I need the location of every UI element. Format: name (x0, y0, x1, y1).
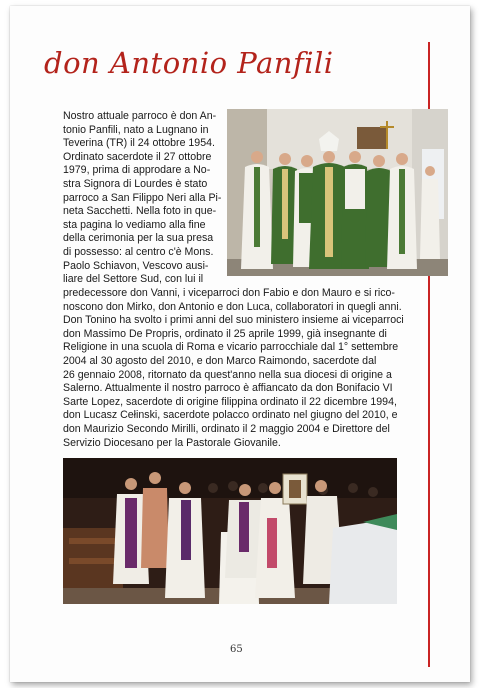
photo-procession (63, 458, 397, 604)
intro-line: Teverina (TR) il 24 ottobre 1954. (63, 137, 215, 150)
body-line: Servizio Diocesano per la Pastorale Giovanile. (63, 436, 281, 449)
intro-line: Nostro attuale parroco è don An- (63, 110, 217, 122)
intro-line: di possesso: al centro c'è Mons. (63, 245, 214, 258)
intro-line: parroco a San Filippo Neri alla Pi- (63, 191, 222, 204)
photo-priests-illustration (227, 109, 448, 276)
body-line: 2004 al 30 agosto del 2010, e don Marco Raimondo, sacerdote dal (63, 354, 377, 367)
body-line: don Maurizio Secondo Mirilli, ordinato il 2 maggio 2004 e Direttore del (63, 422, 390, 435)
body-line: don Lucasz Cełinski, sacerdote polacco ordinato nel giugno del 2010, e (63, 409, 398, 422)
intro-line: stra Signora di Lourdes è stato (63, 177, 208, 190)
page-number: 65 (230, 644, 243, 655)
intro-line: tonio Panfili, nato a Lugnano in (63, 123, 209, 136)
photo-procession-illustration (63, 458, 397, 604)
body-line: Salerno. Attualmente il nostro parroco è affiancato da don Bonifacio VI (63, 382, 393, 395)
body-line: 26 gennaio 2008, ritornato da quest'anno nella sua diocesi di origine a (63, 368, 392, 381)
body-line: Sarte Lopez, sacerdote di origine filippina ordinato il 22 dicembre 1994, (63, 395, 397, 408)
body-line: don Massimo De Propris, ordinato il 25 aprile 1999, già insegnante di (63, 327, 387, 340)
article-intro (63, 110, 223, 287)
intro-line: liare del Settore Sud, con lui il (63, 273, 204, 286)
body-line: noscono don Mirko, don Antonio e don Luca, collaboratori in quegli anni. (63, 300, 402, 313)
body-line: Religione in una scuola di Roma e vicario parrocchiale dal 1° settembre (63, 341, 399, 354)
page-title: don Antonio Panfili (44, 46, 334, 80)
intro-line: neta Sacchetti. Nella foto in que- (63, 205, 217, 218)
body-line: Don Tonino ha svolto i primi anni del suo ministero insieme ai viceparroci (63, 314, 404, 327)
photo-priests-group (227, 109, 448, 276)
intro-line: Paolo Schiavon, Vescovo ausi- (63, 259, 209, 272)
article-body (63, 287, 403, 450)
intro-line: della cerimonia per la sua presa (63, 232, 214, 245)
intro-line: 1979, prima di approdare a No- (63, 164, 211, 177)
intro-line: Ordinato sacerdote il 27 ottobre (63, 150, 212, 163)
intro-line: sta pagina lo vediamo alla fine (63, 218, 206, 231)
body-line: predecessore don Vanni, i viceparroci don Fabio e don Mauro e si rico- (63, 287, 395, 299)
